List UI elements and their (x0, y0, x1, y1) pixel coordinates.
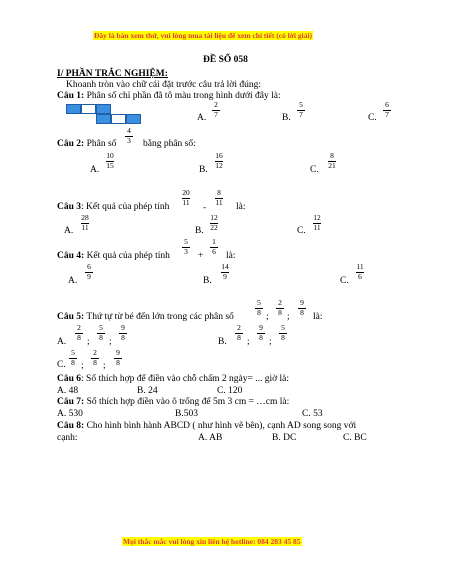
fraction: 5 8 (255, 299, 263, 317)
answer-b-label: B. (195, 226, 204, 236)
operand-1-fraction: 5 3 (182, 238, 190, 256)
answer-a-fraction: 6 9 (85, 263, 93, 281)
question-2 (57, 139, 116, 150)
answer-a: A. 48 (57, 386, 79, 396)
answer-c-fraction: 11 6 (356, 262, 364, 281)
answer-c-fraction: 9 8 (114, 349, 122, 367)
answer-a-label: A. (68, 276, 78, 286)
operand-1-fraction: 20 11 (182, 188, 190, 207)
question-text-cont: cạnh: (57, 433, 78, 443)
answer-b-label: B. (218, 337, 227, 347)
question-fraction: 4 3 (125, 127, 133, 145)
shape-cell-filled (96, 104, 111, 114)
question-1 (57, 91, 281, 102)
answer-b-fraction: 12 22 (210, 213, 218, 232)
answer-a-fraction: 28 11 (81, 213, 89, 232)
question-7 (57, 397, 289, 408)
answer-a: A. AB (198, 433, 223, 443)
answer-c-fraction: 2 8 (91, 349, 99, 367)
question-label: Câu 4: (57, 251, 85, 261)
answer-c: C. BC (343, 433, 367, 443)
question-3 (57, 202, 169, 213)
question-text: Phân số chỉ phần đã tô màu trong hình dưới đây là: (86, 91, 281, 101)
shape-cell-empty (81, 104, 96, 114)
question-text-end: là: (236, 202, 246, 212)
question-4 (57, 251, 170, 262)
answer-b-fraction: 16 12 (215, 151, 223, 170)
question-text-end: bằng phân số: (143, 139, 196, 149)
question-text: Thứ tự từ bé đến lớn trong các phân số (86, 312, 234, 322)
separator: ; (81, 361, 84, 371)
answer-a-fraction: 2 8 (75, 324, 83, 342)
shape-cell-filled (66, 104, 81, 114)
instruction: Khoanh tròn vào chữ cái đặt trước câu trả lời đúng: (66, 80, 261, 90)
footer-banner: Mọi thắc mắc vui lòng xin liên hệ hotline: 084 283 45 85 (123, 537, 301, 546)
question-label: Câu 6 (57, 374, 82, 384)
question-text-end: là: (226, 251, 236, 261)
answer-b: B. 24 (137, 386, 158, 396)
answer-a-fraction: 2 7 (212, 101, 220, 119)
separator: ; (103, 361, 106, 371)
separator: ; (109, 337, 112, 347)
operator: - (203, 203, 207, 213)
operand-2-fraction: 1 6 (210, 238, 218, 256)
answer-c-fraction: 5 8 (69, 349, 77, 367)
question-text-end: là: (313, 312, 323, 322)
answer-b-label: B. (203, 276, 212, 286)
question-text: : Kết quả của phép tính (81, 202, 170, 212)
operand-2-fraction: 8 11 (215, 188, 223, 207)
operator: + (198, 251, 204, 261)
separator: ; (87, 337, 90, 347)
answer-c: C. 53 (302, 409, 323, 419)
section-heading: I/ PHẦN TRẮC NGHIỆM: (57, 69, 168, 79)
answer-c-fraction: 6 7 (383, 101, 391, 119)
fraction-shape (66, 104, 148, 124)
answer-b-label: B. (199, 165, 208, 175)
answer-b-fraction: 5 8 (279, 324, 287, 342)
answer-b-fraction: 2 8 (235, 324, 243, 342)
separator: ; (266, 312, 269, 322)
answer-a-fraction: 10 15 (106, 151, 114, 170)
answer-b-fraction: 14 9 (221, 262, 229, 281)
answer-b: B. DC (272, 433, 297, 443)
question-label: Câu 7: (57, 397, 85, 407)
separator: ; (247, 337, 250, 347)
question-text: Kết quả của phép tính (86, 251, 170, 261)
question-5 (57, 312, 234, 323)
answer-a-fraction: 9 8 (119, 324, 127, 342)
fraction: 2 8 (276, 299, 284, 317)
fraction: 9 8 (298, 299, 306, 317)
answer-a-label: A. (57, 337, 67, 347)
answer-a-label: A. (90, 165, 100, 175)
answer-c-label: C. (340, 276, 349, 286)
answer-c-label: C. (57, 360, 66, 370)
question-label: Câu 1: (57, 91, 85, 101)
answer-a: A. 530 (57, 409, 83, 419)
answer-c-label: C. (297, 226, 306, 236)
separator: ; (269, 337, 272, 347)
answer-c-label: C. (368, 113, 377, 123)
header-banner: Đây là bản xem thử, vui lòng mua tài liệu để xem chi tiết (có lời giải) (94, 31, 313, 40)
answer-c-label: C. (310, 165, 319, 175)
question-text: Cho hình bình hành ABCD ( như hình vẽ bên), cạnh AD song song với (86, 421, 357, 431)
separator: ; (287, 312, 290, 322)
shape-cell-empty (111, 114, 126, 124)
shape-cell-filled (96, 114, 111, 124)
answer-a-label: A. (197, 113, 207, 123)
shape-cell-filled (126, 114, 141, 124)
question-8 (57, 421, 356, 432)
question-label: Câu 2: (57, 139, 85, 149)
answer-b: B.503 (175, 409, 198, 419)
answer-b-fraction: 9 8 (257, 324, 265, 342)
page-title: ĐỀ SỐ 058 (203, 55, 248, 65)
question-text: Phân số (86, 139, 117, 149)
answer-c-fraction: 12 11 (313, 213, 321, 232)
question-label: Câu 5: (57, 312, 85, 322)
answer-a-fraction: 5 8 (97, 324, 105, 342)
answer-a-label: A. (64, 226, 74, 236)
question-text: : Số thích hợp để điền vào chỗ chấm 2 ngày= ... giờ là: (81, 374, 290, 384)
question-text: Số thích hợp điền vào ô trống để 5m 3 cm = …cm là: (86, 397, 290, 407)
question-label: Câu 8: (57, 421, 85, 431)
answer-c: C. 120 (217, 386, 243, 396)
answer-c-fraction: 8 21 (328, 151, 336, 170)
question-6 (57, 374, 289, 385)
answer-b-label: B. (282, 113, 291, 123)
answer-b-fraction: 5 7 (297, 101, 305, 119)
question-label: Câu 3 (57, 202, 82, 212)
